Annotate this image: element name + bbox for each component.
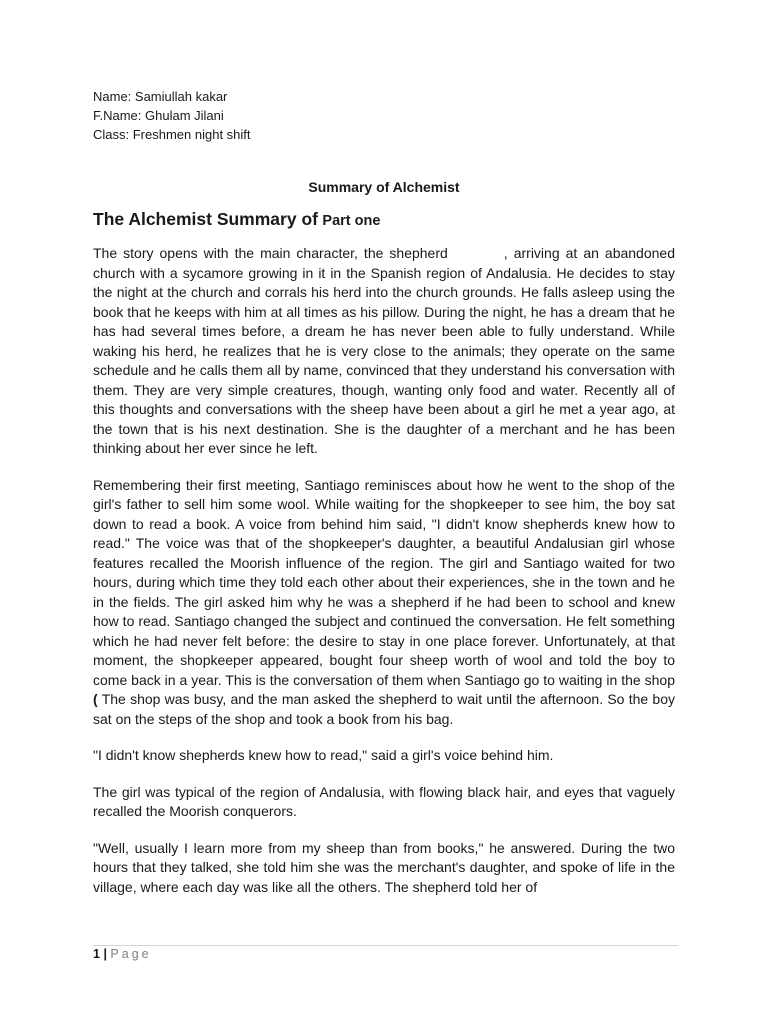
student-name: Name: Samiullah kakar: [93, 89, 228, 104]
section-heading: [93, 209, 380, 230]
paragraph-2-rest: The shop was busy, and the man asked the shepherd to wait until the afternoon. So the boy sat on the steps of the shop and took a book from his bag.: [93, 691, 676, 727]
paragraph-1: [93, 244, 675, 459]
father-name: F.Name: Ghulam Jilani: [93, 108, 224, 123]
student-class: Class: Freshmen night shift: [93, 127, 251, 142]
document-title: Summary of Alchemist: [308, 179, 460, 195]
paragraph-1-start: The story opens with the main character, the shepherd: [93, 245, 448, 261]
paragraph-2-start: Remembering their first meeting, Santiago reminisces about how he went to the shop of the girl's father to sell him some wool. While waiting for the shopkeeper to see him, the boy sat down to read a book. A voice from behind him said, "I didn't know shepherds knew how to read." The voice was that of the shopkeeper's daughter, a beautiful Andalusian girl whose features recalled the Moorish influence of the region. The girl and Santiago waited for two hours, during which time they told each other about their experiences, she in the town and he in the fields. The girl asked him why he was a shepherd if he had been to school and knew how to read. Santiago changed the subject and continued the conversation. He felt something which he had never felt before: the desire to stay in one place forever. Unfortunately, at that moment, the shopkeeper appeared, bought four sheep worth of wool and told the boy to come back in a year. This is the conversation of them when Santiago go to waiting in the shop: [93, 476, 675, 688]
heading-part: Part one: [322, 213, 381, 229]
page-footer: [93, 947, 152, 961]
student-info: [93, 87, 251, 144]
paragraph-3: "I didn't know shepherds knew how to read," said a girl's voice behind him.: [93, 747, 554, 763]
page-label: Page: [110, 947, 152, 961]
paragraph-4: The girl was typical of the region of Andalusia, with flowing black hair, and eyes that vaguely recalled the Moorish conquerors.: [93, 783, 675, 819]
paragraph-1-rest: , arriving at an abandoned church with a sycamore growing in it in the Spanish region of Andalusia. He decides to stay the night at the church and corrals his herd into the church grounds. He falls asleep using the book that he keeps with him at all times as his pillow. During the night, he has a dream that he has had several times before, a dream he has never been able to fully understand. While waking his herd, he realizes that he is very close to the animals; they operate on the same schedule and he calls them all by name, convinced that they understand his conversation with them. They are very simple creatures, though, wanting only food and water. Recently all of this thoughts and conversations with the sheep have been about a girl he met a year ago, at the town that is his next destination. She is the daughter of a merchant and he has been thinking about her ever since he left.: [93, 245, 675, 456]
page-separator: |: [103, 947, 107, 961]
page-number: 1: [93, 947, 100, 961]
open-paren: (: [93, 691, 98, 707]
paragraph-5: "Well, usually I learn more from my sheep than from books," he answered. During the two hours that they talked, she told him she was the merchant's daughter, and spoke of life in the village, where each day was like all the others. The shepherd told her of: [93, 839, 675, 895]
heading-main: The Alchemist Summary of: [93, 209, 318, 229]
body-text: [93, 244, 675, 914]
paragraph-2: [93, 476, 675, 730]
footer-divider: [93, 945, 678, 946]
